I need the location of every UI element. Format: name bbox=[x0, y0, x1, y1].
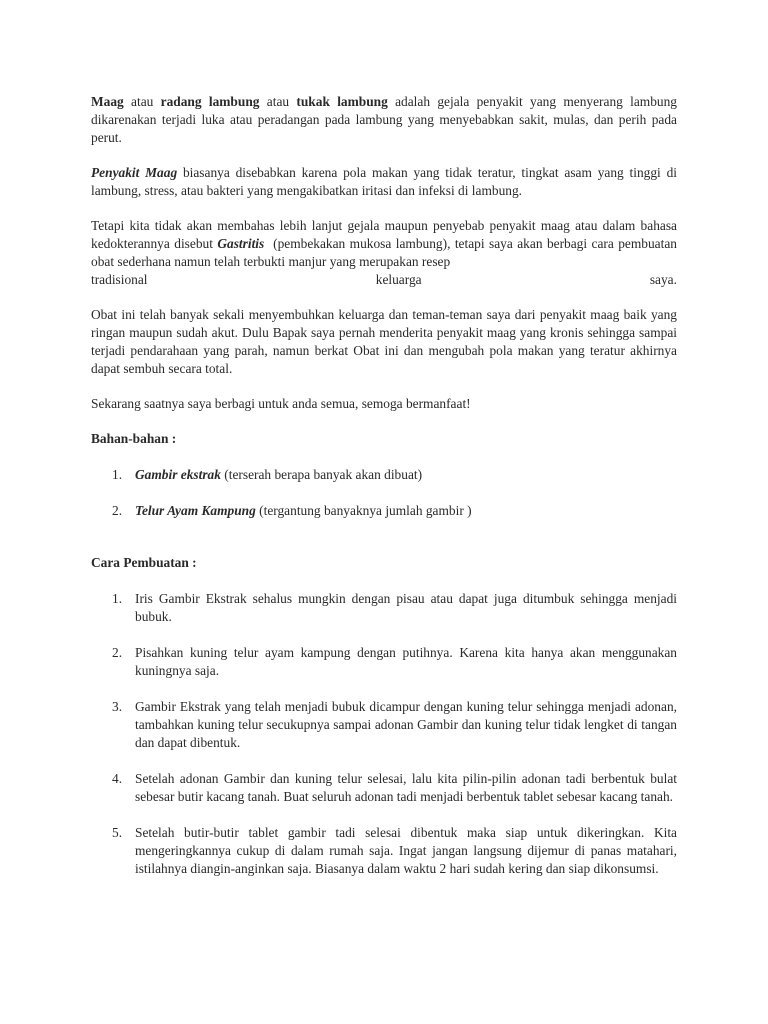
bahan-heading: Bahan-bahan : bbox=[91, 431, 177, 446]
term-penyakit-maag: Penyakit Maag bbox=[91, 165, 178, 180]
list-text bbox=[135, 466, 677, 484]
list-number: 1. bbox=[112, 591, 123, 606]
list-item bbox=[91, 698, 677, 752]
gastritis-paragraph bbox=[91, 217, 681, 289]
text-span: saya. bbox=[649, 272, 677, 287]
paragraph bbox=[91, 217, 681, 271]
cara-list bbox=[91, 590, 677, 878]
list-item bbox=[91, 644, 677, 680]
intro-paragraph bbox=[91, 93, 677, 147]
list-item bbox=[91, 590, 677, 626]
cause-paragraph bbox=[91, 164, 677, 200]
list-number: 5. bbox=[112, 825, 123, 840]
list-text: Iris Gambir Ekstrak sehalus mungkin dengan pisau atau dapat juga ditumbuk sehingga menjadi bubuk. bbox=[135, 591, 677, 624]
term-radang-lambung: radang lambung bbox=[160, 94, 260, 109]
list-number: 3. bbox=[112, 699, 123, 714]
list-text: Setelah adonan Gambir dan kuning telur selesai, lalu kita pilin-pilin adonan tadi berbentuk bulat sebesar butir kacang tanah. Buat seluruh adonan tadi menjadi berbentuk tablet sebesar kacang tanah. bbox=[135, 771, 677, 804]
text-span: Tetapi kita tidak akan membahas lebih lanjut gejala maupun penyebab penyakit maag atau dalam bahasa kedokterannya disebut bbox=[91, 218, 677, 251]
text-span: atau bbox=[259, 94, 297, 109]
term-gastritis: Gastritis bbox=[217, 236, 265, 251]
list-item bbox=[91, 824, 677, 878]
list-text: Gambir Ekstrak yang telah menjadi bubuk dicampur dengan kuning telur sehingga menjadi adonan, tambahkan kuning telur secukupnya sampai adonan Gambir dan kuning telur tidak lengket di tangan dan dapat dibentuk. bbox=[135, 699, 677, 750]
text-span: keluarga bbox=[375, 272, 422, 287]
bahan-name: Gambir ekstrak bbox=[135, 467, 221, 482]
text-span: biasanya disebabkan karena pola makan yang tidak teratur, tingkat asam yang tinggi di lambung, stress, atau bakteri yang mengakibatkan iritasi dan infeksi di lambung. bbox=[91, 165, 677, 198]
bahan-name: Telur Ayam Kampung bbox=[135, 503, 256, 518]
list-number: 1. bbox=[112, 467, 123, 482]
cara-heading: Cara Pembuatan : bbox=[91, 555, 197, 570]
document-body bbox=[91, 93, 681, 878]
list-item bbox=[91, 466, 677, 484]
text-span: tradisional bbox=[91, 272, 148, 287]
text-span: atau bbox=[123, 94, 161, 109]
justified-last-line bbox=[91, 271, 677, 289]
list-text: Setelah butir-butir tablet gambir tadi selesai dibentuk maka siap untuk dikeringkan. Kita mengeringkannya cukup di dalam rumah saja. Ingat jangan langsung dijemur di panas matahari, istilahnya diangin-anginkan saja. Biasanya dalam waktu 2 hari sudah kering dan siap dikonsumsi. bbox=[135, 825, 677, 876]
list-number: 2. bbox=[112, 645, 123, 660]
list-item bbox=[91, 502, 677, 520]
term-maag: Maag bbox=[91, 94, 124, 109]
text-span: adalah gejala penyakit yang menyerang lambung dikarenakan terjadi luka atau peradangan pada lambung yang menyebabkan sakit, mulas, dan perih pada perut. bbox=[91, 94, 677, 145]
list-number: 2. bbox=[112, 503, 123, 518]
list-item bbox=[91, 770, 677, 806]
text-span: (pembekakan mukosa lambung), tetapi saya akan berbagi cara pembuatan obat sederhana namun telah terbukti manjur yang merupakan resep bbox=[91, 236, 681, 269]
testimony-paragraph: Obat ini telah banyak sekali menyembuhkan keluarga dan teman-teman saya dari penyakit maag baik yang ringan maupun sudah akut. Dulu Bapak saya pernah menderita penyakit maag yang kronis sehingga sampai terjadi pendarahaan yang parah, namun berkat Obat ini dan mengubah pola makan yang teratur akhirnya dapat sembuh secara total. bbox=[91, 307, 677, 376]
text-span: (tergantung banyaknya jumlah gambir ) bbox=[255, 503, 472, 518]
sharing-paragraph: Sekarang saatnya saya berbagi untuk anda semua, semoga bermanfaat! bbox=[91, 396, 471, 411]
list-text bbox=[135, 502, 677, 520]
list-number: 4. bbox=[112, 771, 123, 786]
text-span: (terserah berapa banyak akan dibuat) bbox=[220, 467, 423, 482]
term-tukak-lambung: tukak lambung bbox=[296, 94, 388, 109]
list-text: Pisahkan kuning telur ayam kampung dengan putihnya. Karena kita hanya akan menggunakan kuningnya saja. bbox=[135, 645, 677, 678]
bahan-list bbox=[91, 466, 677, 520]
